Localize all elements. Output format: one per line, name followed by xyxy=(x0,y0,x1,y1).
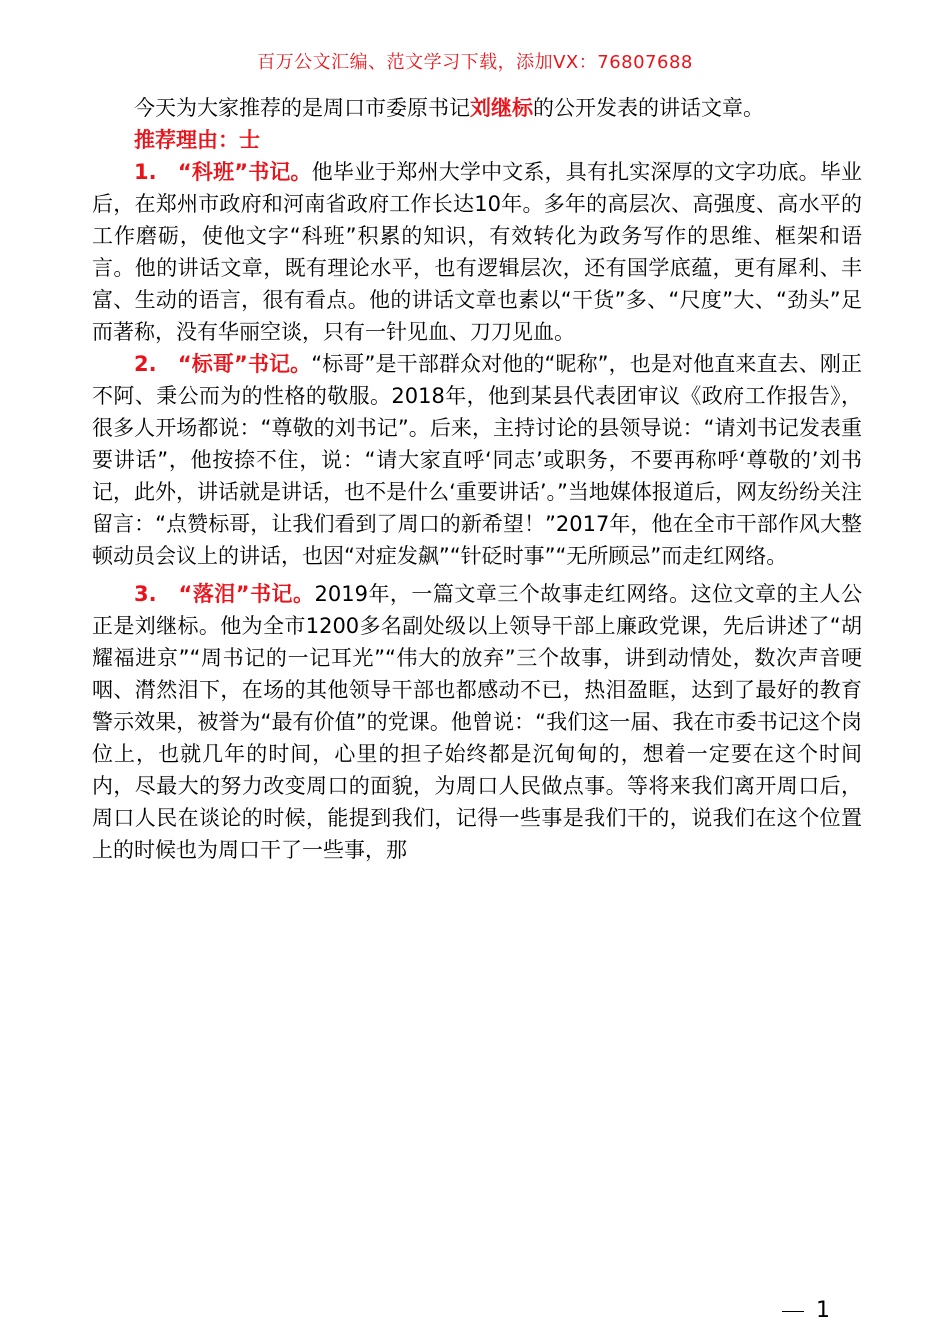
section-3-body: 2019年，一篇文章三个故事走红网络。这位文章的主人公正是刘继标。他为全市1200多名副处级以上领导干部上廉政党课，先后讲述了“胡耀福进京”“周书记的一记耳光”“伟大的放弃”三个故事，讲到动情处，数次声音哽咽、潸然泪下，在场的其他领导干部也都感动不已，热泪盈眶，达到了最好的教育警示效果，被誉为“最有价值”的党课。他曾说：“我们这一届、我在市委书记这个岗位上，也就几年的时间，心里的担子始终都是沉甸甸的，想着一定要在这个时间内，尽最大的努力改变周口的面貌，为周口人民做点事。等将来我们离开周口后，周口人民在谈论的时候，能提到我们，记得一些事是我们干的，说我们在这个位置上的时候也为周口干了一些事，那 xyxy=(92,582,862,862)
section-2 xyxy=(92,348,862,572)
page-number xyxy=(782,1298,830,1323)
intro-paragraph xyxy=(92,92,862,124)
section-1 xyxy=(92,156,862,348)
page-number-value: 1 xyxy=(816,1298,830,1323)
reason-heading-text: 推荐理由：士 xyxy=(134,128,260,152)
section-2-body: “标哥”是干部群众对他的“昵称”，也是对他直来直去、刚正不阿、秉公而为的性格的敬服。2018年，他到某县代表团审议《政府工作报告》，很多人开场都说：“尊敬的刘书记”。后来，主持讨论的县领导说：“请刘书记发表重要讲话”，他按捺不住，说：“请大家直呼‘同志’或职务，不要再称呼‘尊敬的’刘书记，此外，讲话就是讲话，也不是什么‘重要讲话’。”当地媒体报道后，网友纷纷关注留言：“点赞标哥，让我们看到了周口的新希望！”2017年，他在全市干部作风大整顿动员会议上的讲话，也因“对症发飙”“针砭时事”“无所顾忌”而走红网络。 xyxy=(92,352,862,568)
section-3-title: 3. “落泪”书记。 xyxy=(134,582,315,606)
document-body xyxy=(92,92,862,866)
section-2-title: 2. “标哥”书记。 xyxy=(134,352,312,376)
header-banner: 百万公文汇编、范文学习下载，添加VX：76807688 xyxy=(257,52,693,73)
intro-before: 今天为大家推荐的是周口市委原书记 xyxy=(134,96,470,120)
section-1-body: 他毕业于郑州大学中文系，具有扎实深厚的文字功底。毕业后，在郑州市政府和河南省政府工作长达10年。多年的高层次、高强度、高水平的工作磨砺，使他文字“科班”积累的知识，有效转化为政务写作的思维、框架和语言。他的讲话文章，既有理论水平，也有逻辑层次，还有国学底蕴，更有犀利、丰富、生动的语言，很有看点。他的讲话文章也素以“干货”多、“尺度”大、“劲头”足而著称，没有华丽空谈，只有一针见血、刀刀见血。 xyxy=(92,160,862,344)
page-dash xyxy=(782,1311,804,1312)
highlighted-name: 刘继标 xyxy=(470,96,533,120)
intro-after: 的公开发表的讲话文章。 xyxy=(533,96,764,120)
reason-heading xyxy=(92,124,862,156)
section-3 xyxy=(92,578,862,866)
section-1-title: 1. “科班”书记。 xyxy=(134,160,312,184)
